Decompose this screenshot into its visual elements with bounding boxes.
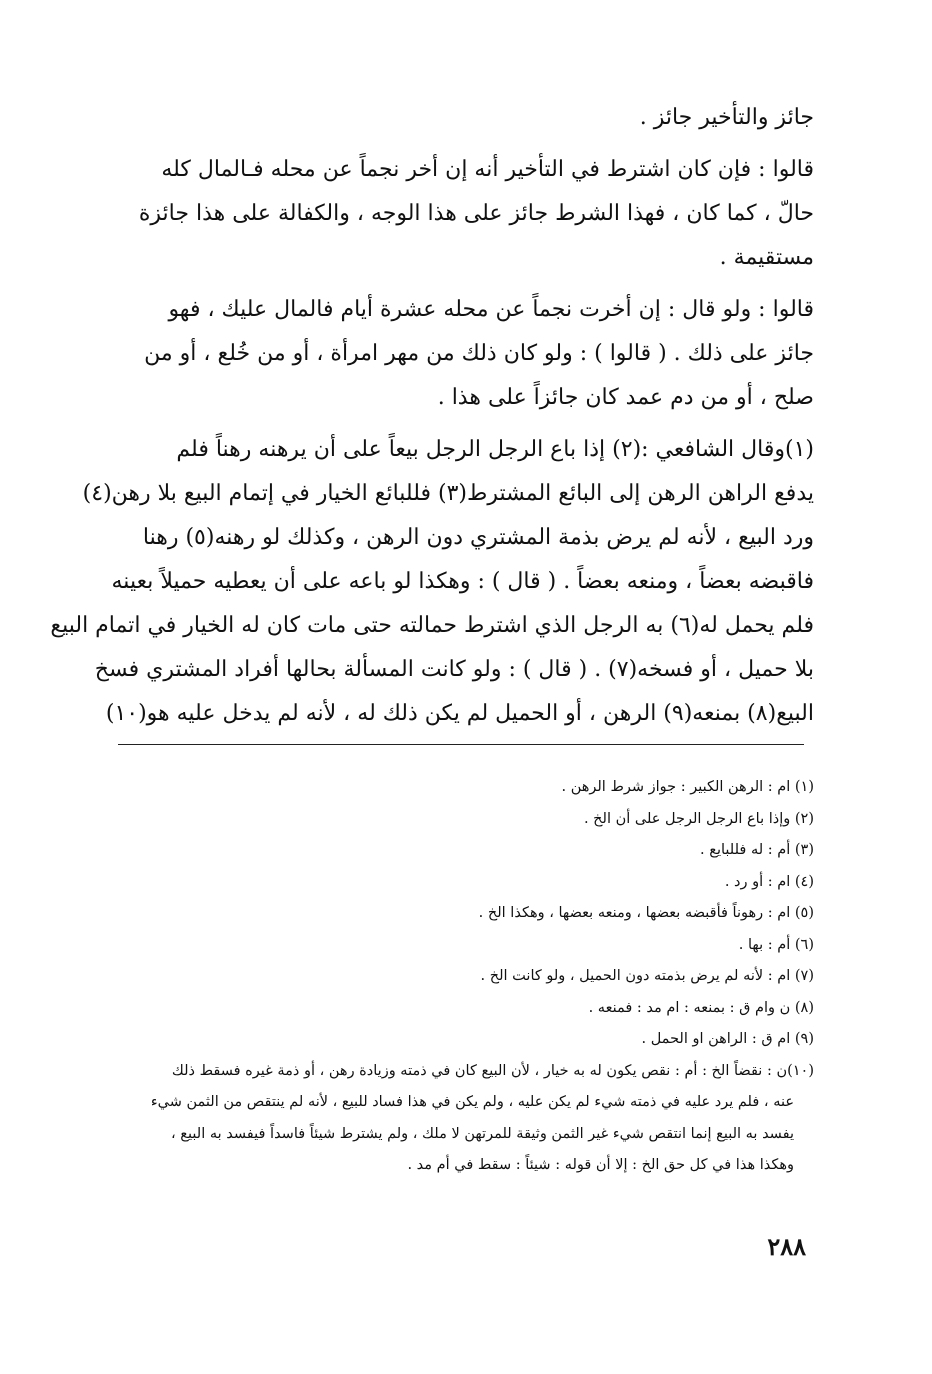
footnote: (٥) ام : رهوناً فأقبضه بعضها ، ومنعه بعضها ، وهكذا الخ . <box>478 905 814 921</box>
footnote: (٤) ام : أو رد . <box>724 873 814 890</box>
footnote: (٩) ام ق : الراهن او الحمل . <box>641 1031 814 1047</box>
text-line: ورد البيع ، لأنه لم يرض بذمة المشتري دون الرهن ، وكذلك لو رهنه(٥) رهنا <box>142 525 814 550</box>
text-line: البيع(٨) بمنعه(٩) الرهن ، أو الحميل لم يكن ذلك له ، لأنه لم يدخل عليه هو(١٠) <box>105 701 814 726</box>
text-line: حالّ ، كما كان ، فهذا الشرط جائز على هذا الوجه ، والكفالة على هذا جائزة <box>138 201 814 226</box>
text-line: مستقيمة . <box>719 245 814 270</box>
footnote-continuation: عنه ، فلم يرد عليه في ذمته شيء لم يكن عليه ، ولم يكن في هذا فساد للبيع ، لأنه لم ينتقص من الثمن شيء <box>150 1094 794 1110</box>
footnote: (٣) أم : له فللبايع . <box>700 842 814 858</box>
footnote: (١) ام : الرهن الكبير : جواز شرط الرهن . <box>561 779 814 795</box>
footnote-divider <box>118 744 804 745</box>
text-line: قالوا : ولو قال : إن أخرت نجماً عن محله عشرة أيام فالمال عليك ، فهو <box>168 297 814 322</box>
page-number: ٢٨٨ <box>767 1232 806 1261</box>
text-line: بلا حميل ، أو فسخه(٧) . ( قال ) : ولو كانت المسألة بحالها أفراد المشتري فسخ <box>94 657 814 682</box>
text-line: (١)وقال الشافعي :(٢) إذا باع الرجل الرجل بيعاً على أن يرهنه رهناً فلم <box>176 437 814 462</box>
paragraph-gap <box>118 140 814 148</box>
footnote: (٢) وإذا باع الرجل الرجل على أن الخ . <box>583 810 814 827</box>
footnote-continuation: وهكذا هذا في كل حق الخ : إلا أن قوله : شيئاً : سقط في أم مد . <box>407 1157 794 1173</box>
text-line: صلح ، أو من دم عمد كان جائزاً على هذا . <box>437 385 814 410</box>
paragraph-gap <box>118 280 814 288</box>
text-line: قالوا : فإن كان اشترط في التأخير أنه إن أخر نجماً عن محله فـالمال كله <box>161 157 814 182</box>
footnote: (١٠)ن : نقضاً الخ : أم : نقص يكون له به خيار ، لأن البيع كان في ذمته وزيادة رهن ، أو ذمة غيره فسقط ذلك <box>171 1062 814 1079</box>
text-line: فلم يحمل له(٦) به الرجل الذي اشترط حمالته حتى مات كان له الخيار في اتمام البيع <box>50 613 814 638</box>
paragraph-gap <box>118 420 814 428</box>
footnote: (٦) أم : بها . <box>738 936 814 953</box>
text-line: فاقبضه بعضاً ، ومنعه بعضاً . ( قال ) : وهكذا لو باعه على أن يعطيه حميلاً بعينه <box>111 569 814 594</box>
main-text <box>50 96 814 736</box>
footnote-continuation: يفسد به البيع إنما انتقص شيء غير الثمن وثيقة للمرتهن لا ملك ، ولم يشترط شيئاً فاسداً فيفسد به البيع ، <box>171 1125 794 1142</box>
footnote: (٨) ن وام ق : بمنعه : ام مد : فمنعه . <box>588 999 814 1016</box>
footnotes <box>118 772 814 1182</box>
text-line: يدفع الراهن الرهن إلى البائع المشترط(٣) فللبائع الخيار في إتمام البيع بلا رهن(٤) <box>82 481 814 506</box>
footnote: (٧) ام : لأنه لم يرض بذمته دون الحميل ، ولو كانت الخ . <box>480 968 814 984</box>
text-line: جائز على ذلك . ( قالوا ) : ولو كان ذلك من مهر امرأة ، أو من خُلع ، أو من <box>144 341 814 366</box>
text-line: جائز والتأخير جائز . <box>639 105 814 130</box>
